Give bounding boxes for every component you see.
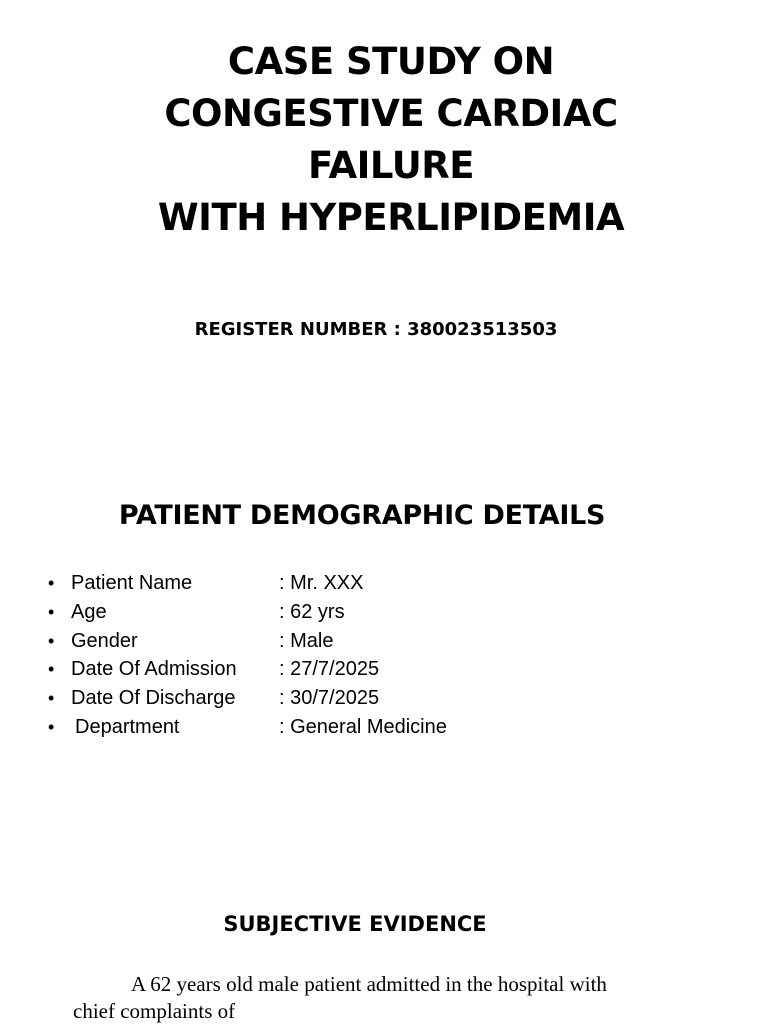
bullet: • (48, 601, 55, 622)
subjective-paragraph (73, 971, 673, 1025)
bullet: • (48, 630, 55, 651)
detail-value: : Male (279, 629, 334, 652)
detail-label: Patient Name (71, 572, 193, 594)
detail-label: Date Of Admission (71, 658, 237, 681)
register-number: REGISTER NUMBER : 380023513503 (194, 319, 558, 340)
bullet: • (48, 659, 55, 680)
bullet: • (48, 688, 55, 709)
title-line: CASE STUDY ON (227, 40, 555, 83)
paragraph-line: A 62 years old male patient admitted in the hospital with (131, 972, 607, 996)
subjective-evidence-heading: SUBJECTIVE EVIDENCE (223, 912, 487, 936)
title-line: WITH HYPERLIPIDEMIA (157, 196, 625, 239)
paragraph-line: chief complaints of (73, 999, 236, 1023)
detail-value: : 27/7/2025 (279, 658, 380, 681)
detail-value: : Mr. XXX (279, 572, 364, 594)
detail-value: : 62 yrs (279, 600, 345, 623)
detail-label: Gender (71, 629, 138, 652)
detail-value: : General Medicine (279, 715, 447, 738)
title-line: CONGESTIVE CARDIAC (164, 92, 618, 135)
detail-label: Age (71, 600, 107, 623)
title-line: FAILURE (308, 144, 474, 187)
bullet: • (48, 716, 55, 737)
document-title (0, 36, 768, 244)
detail-value: : 30/7/2025 (279, 687, 380, 710)
demographics-heading: PATIENT DEMOGRAPHIC DETAILS (118, 500, 606, 531)
detail-label: Date Of Discharge (71, 687, 236, 710)
detail-label: Department (75, 715, 180, 738)
bullet: • (48, 573, 55, 593)
